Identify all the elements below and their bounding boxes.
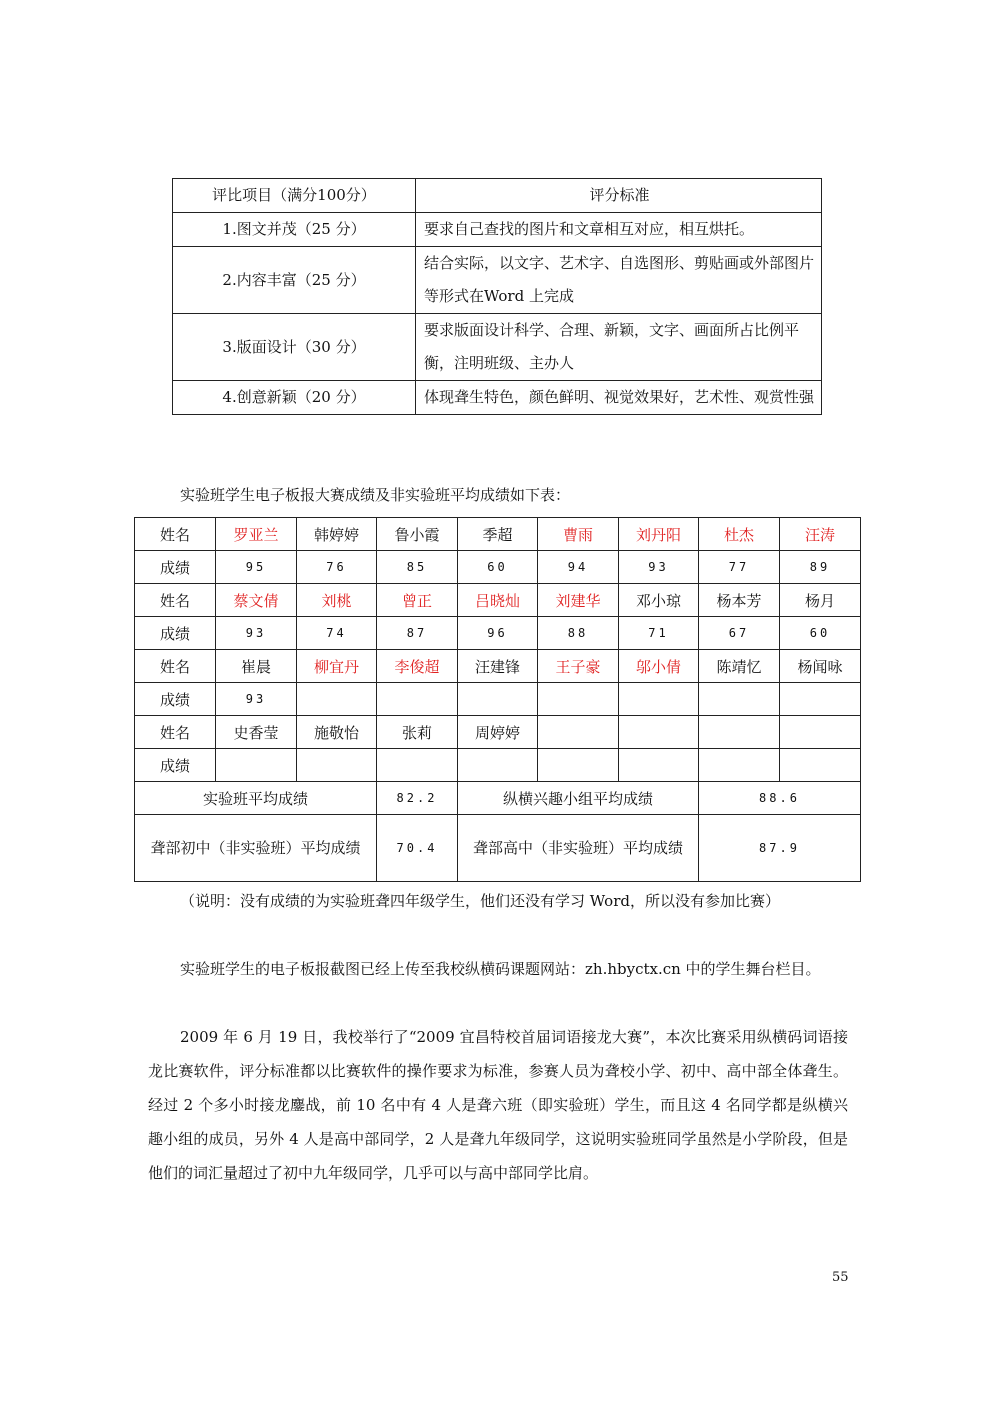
student-name	[538, 716, 619, 749]
student-name: 刘桃	[297, 584, 377, 617]
student-score: 76	[297, 551, 377, 584]
student-name: 邓小琼	[619, 584, 699, 617]
student-name: 王子豪	[538, 650, 619, 683]
student-score	[458, 683, 538, 716]
student-name: 施敬怡	[297, 716, 377, 749]
criteria-item: 1.图文并茂（25 分）	[173, 213, 416, 247]
student-score: 74	[297, 617, 377, 650]
scores-row	[135, 749, 861, 782]
student-score	[619, 683, 699, 716]
student-name: 蔡文倩	[216, 584, 297, 617]
average-row	[135, 782, 861, 815]
student-name: 张莉	[377, 716, 458, 749]
criteria-row	[173, 213, 822, 247]
name-label: 姓名	[135, 650, 216, 683]
website-paragraph: 实验班学生的电子板报截图已经上传至我校纵横码课题网站：zh.hbyctx.cn 中的学生舞台栏目。	[180, 960, 821, 978]
student-score: 93	[619, 551, 699, 584]
student-score: 94	[538, 551, 619, 584]
averages-body	[135, 782, 861, 882]
student-name: 柳宜丹	[297, 650, 377, 683]
student-score	[297, 683, 377, 716]
criteria-item: 2.内容丰富（25 分）	[173, 247, 416, 314]
student-name: 史香莹	[216, 716, 297, 749]
criteria-standard: 体现聋生特色，颜色鲜明、视觉效果好，艺术性、观赏性强	[416, 381, 822, 415]
names-row	[135, 584, 861, 617]
average-row	[135, 815, 861, 882]
student-score	[619, 749, 699, 782]
criteria-standard: 要求自己查找的图片和文章相互对应，相互烘托。	[416, 213, 822, 247]
criteria-header-row	[173, 179, 822, 213]
criteria-standard: 要求版面设计科学、合理、新颖，文字、画面所占比例平衡，注明班级、主办人	[416, 314, 822, 381]
name-label: 姓名	[135, 716, 216, 749]
student-score: 96	[458, 617, 538, 650]
criteria-header-standard: 评分标准	[416, 179, 822, 213]
student-name: 陈靖忆	[699, 650, 780, 683]
student-score: 93	[216, 617, 297, 650]
student-name: 崔晨	[216, 650, 297, 683]
student-name: 汪涛	[780, 518, 861, 551]
score-label: 成绩	[135, 617, 216, 650]
student-score	[377, 683, 458, 716]
average-value: 88.6	[699, 782, 861, 815]
average-label: 实验班平均成绩	[135, 782, 377, 815]
scores-row	[135, 551, 861, 584]
names-row	[135, 518, 861, 551]
page-number: 55	[832, 1270, 849, 1285]
student-name: 刘建华	[538, 584, 619, 617]
score-label: 成绩	[135, 749, 216, 782]
scores-row	[135, 683, 861, 716]
criteria-table	[172, 178, 822, 415]
student-name: 鲁小霞	[377, 518, 458, 551]
student-score	[699, 683, 780, 716]
average-label: 聋部初中（非实验班）平均成绩	[135, 815, 377, 882]
contest-paragraph: 2009 年 6 月 19 日，我校举行了“2009 宜昌特校首届词语接龙大赛”，本次比赛采用纵横码词语接龙比赛软件，评分标准都以比赛软件的操作要求为标准，参赛人员为聋校小学、初中、高中部全体聋生。经过 2 个多小时接龙鏖战，前 10 名中有 4 人是聋六班（即实验班）学生，而且这 4 名同学都是纵横兴趣小组的成员，另外 4 人是高中部同学，2 人是聋九年级同学，这说明实验班同学虽然是小学阶段，但是他们的词汇量超过了初中九年级同学，几乎可以与高中部同学比肩。	[148, 1028, 848, 1182]
student-score	[538, 683, 619, 716]
criteria-header-item: 评比项目（满分100分）	[173, 179, 416, 213]
student-score	[538, 749, 619, 782]
score-label: 成绩	[135, 551, 216, 584]
criteria-item: 3.版面设计（30 分）	[173, 314, 416, 381]
student-score: 89	[780, 551, 861, 584]
average-value: 82.2	[377, 782, 458, 815]
student-name: 邬小倩	[619, 650, 699, 683]
student-name: 周婷婷	[458, 716, 538, 749]
student-score: 87	[377, 617, 458, 650]
student-score	[780, 683, 861, 716]
student-name: 罗亚兰	[216, 518, 297, 551]
criteria-item: 4.创意新颖（20 分）	[173, 381, 416, 415]
student-name: 杨月	[780, 584, 861, 617]
student-score: 77	[699, 551, 780, 584]
student-name	[619, 716, 699, 749]
scores-table	[134, 517, 861, 882]
student-score: 93	[216, 683, 297, 716]
student-name: 刘丹阳	[619, 518, 699, 551]
student-name: 韩婷婷	[297, 518, 377, 551]
student-score: 85	[377, 551, 458, 584]
student-score	[216, 749, 297, 782]
criteria-row	[173, 381, 822, 415]
student-score	[780, 749, 861, 782]
student-score	[458, 749, 538, 782]
names-row	[135, 650, 861, 683]
student-name: 曾正	[377, 584, 458, 617]
names-row	[135, 716, 861, 749]
student-name: 汪建锋	[458, 650, 538, 683]
student-name	[780, 716, 861, 749]
average-label: 聋部高中（非实验班）平均成绩	[458, 815, 699, 882]
student-name: 曹雨	[538, 518, 619, 551]
student-name: 杨本芳	[699, 584, 780, 617]
scores-caption: 实验班学生电子板报大赛成绩及非实验班平均成绩如下表：	[180, 486, 571, 504]
name-label: 姓名	[135, 584, 216, 617]
scores-body	[135, 518, 861, 782]
student-score	[699, 749, 780, 782]
student-name: 季超	[458, 518, 538, 551]
average-label: 纵横兴趣小组平均成绩	[458, 782, 699, 815]
student-name: 吕晓灿	[458, 584, 538, 617]
scores-row	[135, 617, 861, 650]
student-score: 67	[699, 617, 780, 650]
student-score	[377, 749, 458, 782]
student-score: 60	[458, 551, 538, 584]
student-name: 杜杰	[699, 518, 780, 551]
average-value: 87.9	[699, 815, 861, 882]
student-score: 71	[619, 617, 699, 650]
student-name: 杨闻咏	[780, 650, 861, 683]
average-value: 70.4	[377, 815, 458, 882]
student-name: 李俊超	[377, 650, 458, 683]
student-score: 88	[538, 617, 619, 650]
score-label: 成绩	[135, 683, 216, 716]
student-score	[297, 749, 377, 782]
criteria-standard: 结合实际，以文字、艺术字、自选图形、剪贴画或外部图片等形式在Word 上完成	[416, 247, 822, 314]
criteria-row	[173, 314, 822, 381]
student-name	[699, 716, 780, 749]
note-paragraph: （说明：没有成绩的为实验班聋四年级学生，他们还没有学习 Word，所以没有参加比赛）	[180, 892, 780, 910]
student-score: 60	[780, 617, 861, 650]
name-label: 姓名	[135, 518, 216, 551]
student-score: 95	[216, 551, 297, 584]
criteria-row	[173, 247, 822, 314]
